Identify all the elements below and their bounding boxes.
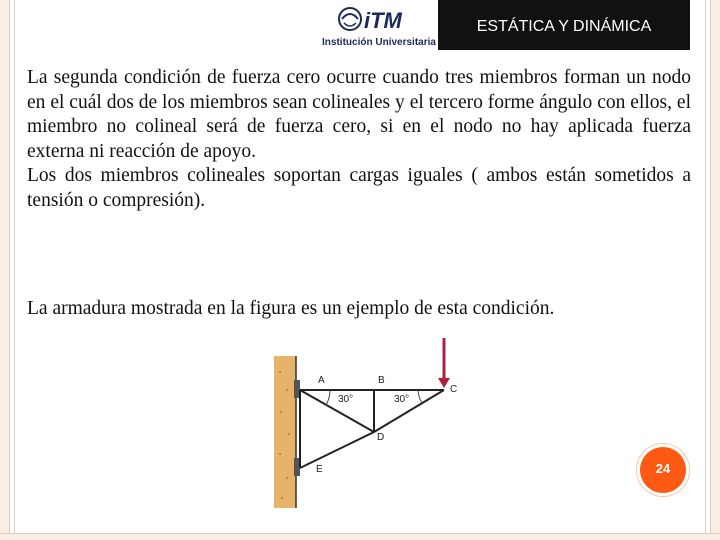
member-ed <box>300 432 374 468</box>
node-label-b: B <box>378 375 385 386</box>
slide-header-title: ESTÁTICA Y DINÁMICA <box>476 18 652 35</box>
angle-label-c: 30° <box>394 394 410 405</box>
institution-name: Institución Universitaria <box>322 37 436 48</box>
slide-frame-right-line <box>705 0 706 540</box>
itm-logo-mark <box>320 3 438 37</box>
truss-diagram <box>272 332 468 512</box>
load-arrow-head <box>438 378 450 388</box>
truss-figure <box>272 332 468 512</box>
node-label-c: C <box>450 384 458 395</box>
angle-label-a: 30° <box>338 394 354 405</box>
body-paragraph-2: Los dos miembros colineales soportan cargas iguales ( ambos están sometidos a tensión o compresión). <box>27 165 691 211</box>
slide-frame-bottom <box>0 533 720 540</box>
header-title-box <box>438 0 690 50</box>
angle-arc-c <box>418 390 422 403</box>
figure-caption: La armadura mostrada en la figura es un ejemplo de esta condición. <box>27 298 555 319</box>
page-number-badge <box>640 447 686 493</box>
angle-arc-a <box>326 390 330 405</box>
wall-support <box>274 356 296 508</box>
node-label-e: E <box>316 464 323 475</box>
node-label-a: A <box>318 375 325 386</box>
body-text <box>27 66 691 213</box>
member-ad <box>300 390 374 432</box>
slide-frame-left <box>0 0 10 540</box>
node-label-d: D <box>377 432 385 443</box>
slide-frame-left-line <box>14 0 15 540</box>
body-paragraph-1: La segunda condición de fuerza cero ocurre cuando tres miembros forman un nodo en el cuál dos de los miembros sean colineales y el tercero forme ángulo con ellos, el miembro no colineal será de fuerza cero, si en el nodo no hay aplicada fuerza externa ni reacción de apoyo. <box>27 67 691 162</box>
page-number: 24 <box>655 461 671 476</box>
slide-frame-right <box>710 0 720 540</box>
itm-logo <box>320 3 438 53</box>
itm-logo-text: iTM <box>364 8 402 33</box>
